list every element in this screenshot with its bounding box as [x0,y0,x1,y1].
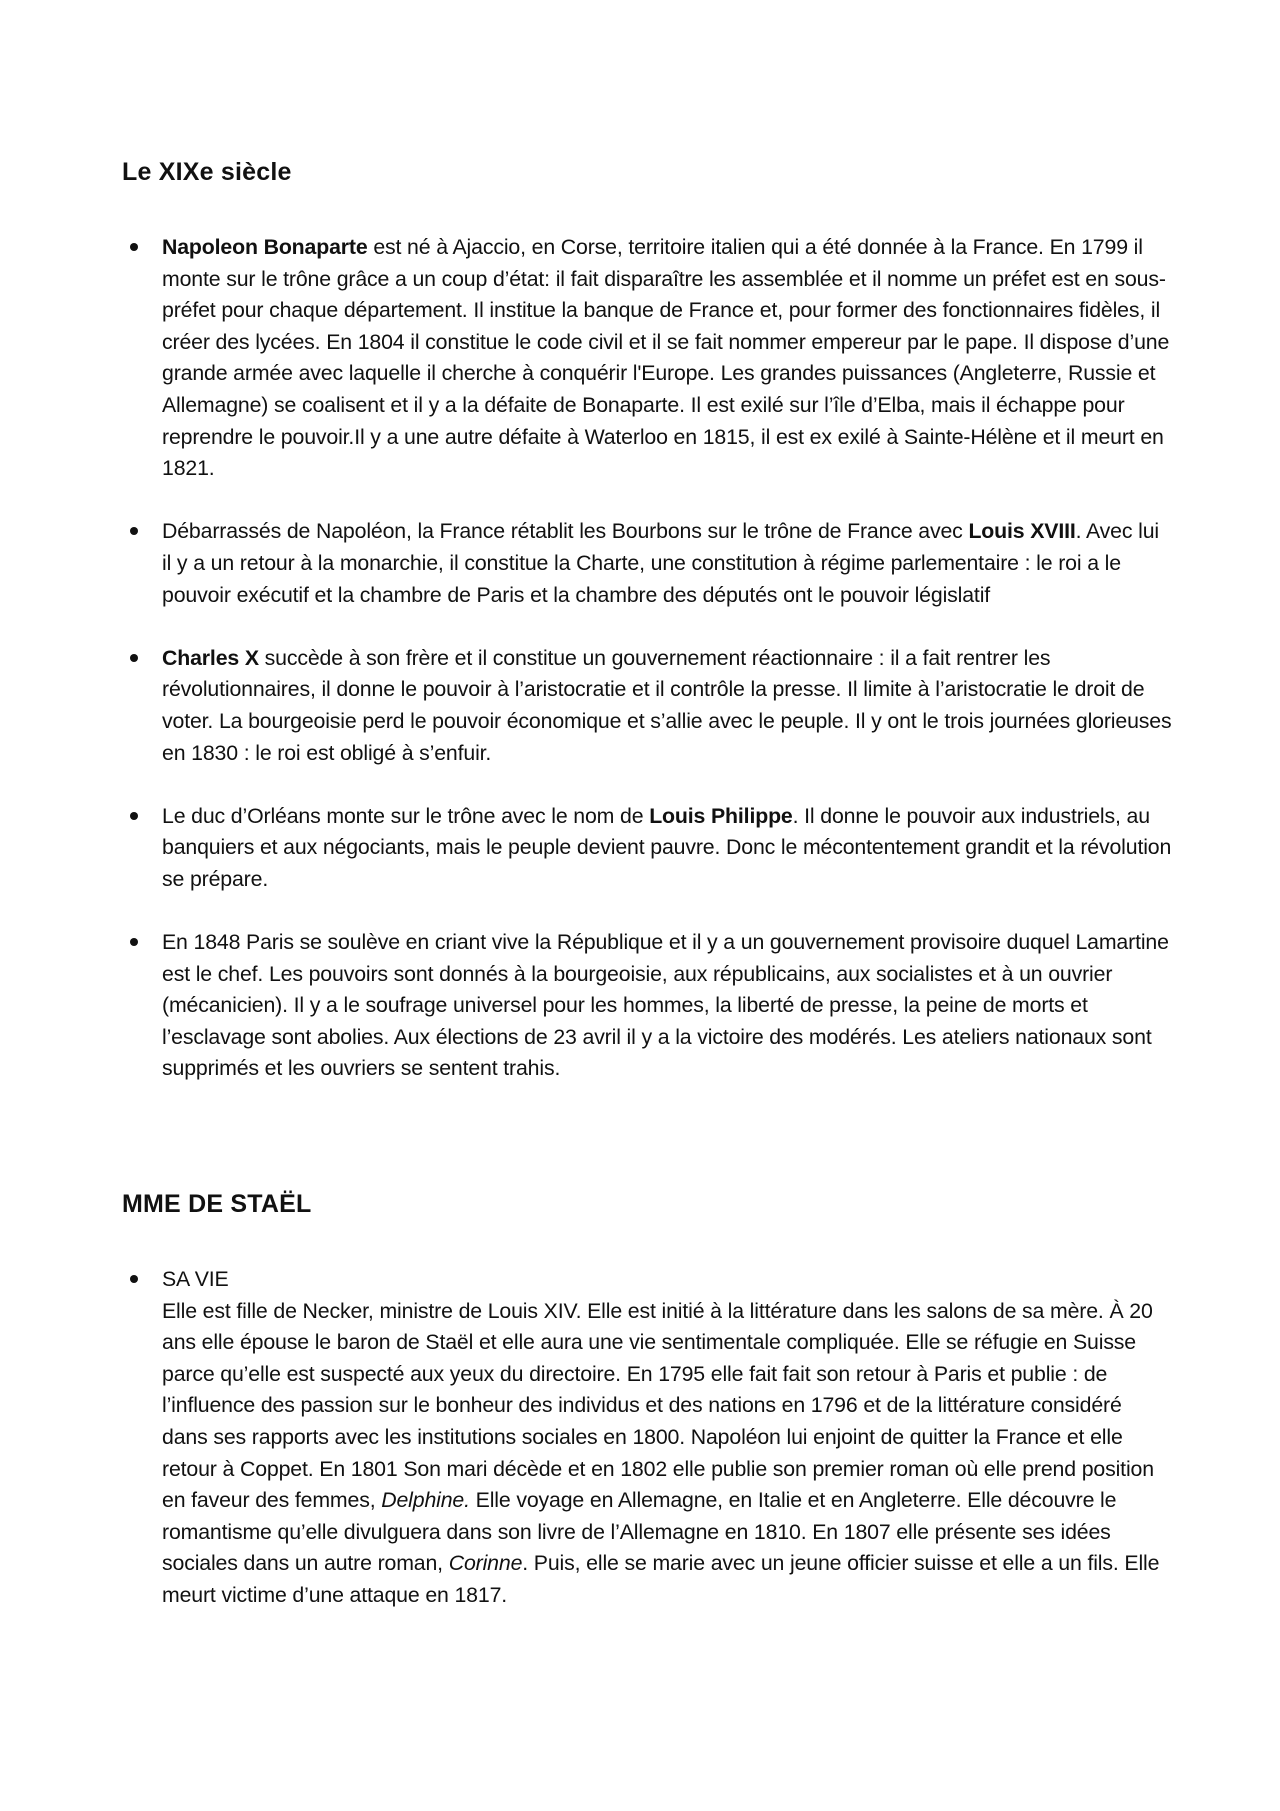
paragraph-text: Le duc d’Orléans monte sur le trône avec le nom de [162,803,650,828]
bullet-icon [130,1275,138,1283]
paragraph-text: est né à Ajaccio, en Corse, territoire italien qui a été donnée à la France. En 1799 il monte sur le trône grâce a un coup d’état: il fait disparaître les assemblée et il nomme un préfet est en sous-préfet pour chaque département. Il institue la banque de France et, pour former des fonctionnaires fidèles, il créer des lycées. En 1804 il constitue le code civil et il se fait nommer empereur par le pape. Il dispose d’une grande armée avec laquelle il cherche à conquérir l'Europe. Les grandes puissances (Angleterre, Russie et Allemagne) se coalisent et il y a la défaite de Bonaparte. Il est exilé sur l’île d’Elba, mais il échappe pour reprendre le pouvoir.Il y a une autre défaite à Waterloo en 1815, il est ex exilé à Sainte-Hélène et il meurt en 1821. [162,235,1170,481]
paragraph-text: En 1848 Paris se soulève en criant vive la République et il y a un gouvernement provisoire duquel Lamartine est le chef. Les pouvoirs sont donnés à la bourgeoisie, aux républicains, aux socialistes et à un ouvrier (mécanicien). Il y a le soufrage universel pour les hommes, la liberté de presse, la peine de morts et l’esclavage sont abolies. Aux élections de 23 avril il y a la victoire des modérés. Les ateliers nationaux sont supprimés et les ouvriers se sentent trahis. [162,930,1169,1081]
italic-title: Delphine. [381,1488,470,1513]
bullet-icon [130,243,138,251]
bullet-icon [130,527,138,535]
paragraph-text: Elle est fille de Necker, ministre de Louis XIV. Elle est initié à la littérature dans les salons de sa mère. À 20 ans elle épouse le baron de Staël et elle aura une vie sentimentale compliquée. Elle se réfugie en Suisse parce qu’elle est suspecté aux yeux du directoire. En 1795 elle fait fait son retour à Paris et publie : de l’influence des passion sur le bonheur des individus et des nations en 1796 et de la littérature considéré dans ses rapports avec les institutions sociales en 1800. Napoléon lui enjoint de quitter la France et elle retour à Coppet. En 1801 Son mari décède et en 1802 elle publie son premier roman où elle prend position en faveur des femmes, [162,1298,1154,1513]
bold-term: Louis Philippe [649,803,793,828]
list-item-charles-x [0,643,1172,769]
paragraph-text: Débarrassés de Napoléon, la France rétablit les Bourbons sur le trône de France avec [162,519,969,544]
list-item-1848 [0,927,1172,1085]
list-item-sa-vie [0,1264,1172,1612]
list-item-louis-philippe [0,801,1172,896]
paragraph-text: Elle voyage en Allemagne, en Italie et en Angleterre. Elle découvre le romantisme qu’elle divulguera dans son livre de l’Allemagne en 1810. En 1807 elle présente ses idées sociales dans un autre roman, [162,1488,1117,1576]
bullet-icon [130,654,138,662]
italic-title: Corinne [448,1551,523,1576]
paragraph-text: . Avec lui il y a un retour à la monarchie, il constitue la Charte, une constitution à régime parlementaire : le roi a le pouvoir exécutif et la chambre de Paris et la chambre des députés ont le pouvoir législatif [162,519,1160,607]
paragraph-text: succède à son frère et il constitue un gouvernement réactionnaire : il a fait rentrer les révolutionnaires, il donne le pouvoir à l’aristocratie et il contrôle la presse. Il limite à l’aristocratie le droit de voter. La bourgeoisie perd le pouvoir économique et s’allie avec le peuple. Il y ont le trois journées glorieuses en 1830 : le roi est obligé à s’enfuir. [162,645,1172,765]
bullet-list-stael [0,1264,1280,1612]
bold-term: Charles X [162,645,259,670]
bullet-icon [130,812,138,820]
bold-term: Louis XVIII [968,519,1076,544]
list-item-napoleon [0,232,1172,485]
section-heading-xixe-siecle: Le XIXe siècle [122,158,292,186]
bold-term: Napoleon Bonaparte [162,235,368,259]
paragraph-text: . Puis, elle se marie avec un jeune officier suisse et elle a un fils. Elle meurt victime d’une attaque en 1817. [162,1551,1160,1607]
list-item-louis-xviii [0,516,1172,611]
bullet-list-history [0,232,1280,1085]
section-heading-mme-de-stael: MME DE STAËL [122,1190,312,1218]
paragraph-text: . Il donne le pouvoir aux industriels, au banquiers et aux négociants, mais le peuple devient pauvre. Donc le mécontentement grandit et la révolution se prépare. [162,803,1172,891]
item-title: SA VIE [162,1267,229,1291]
bullet-icon [130,938,138,946]
